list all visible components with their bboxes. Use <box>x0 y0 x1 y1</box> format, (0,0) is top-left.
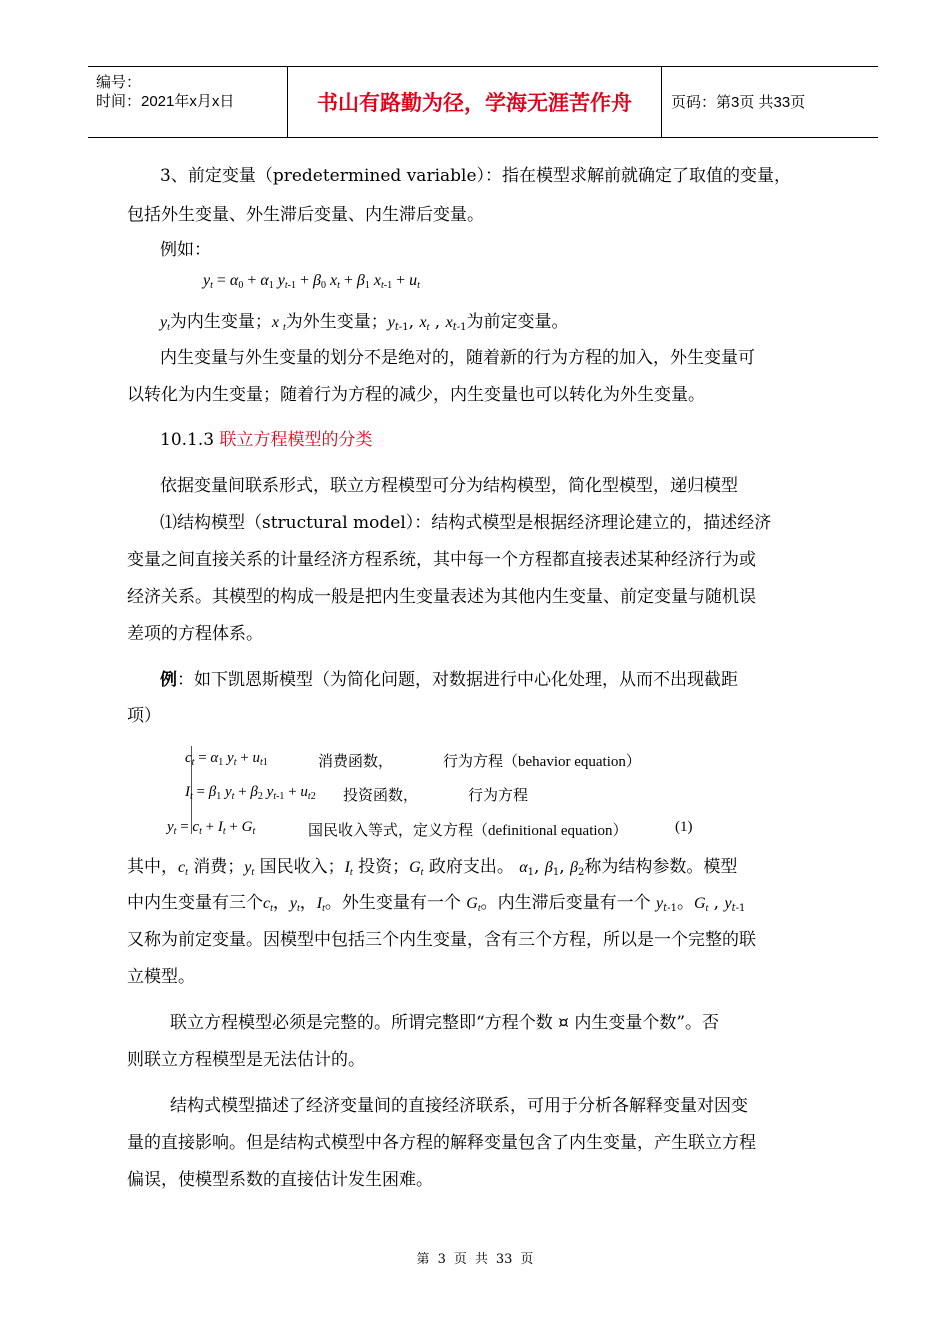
header-meta <box>96 73 234 111</box>
paragraph-line: 联立方程模型必须是完整的。所谓完整即“方程个数 ¤ 内生变量个数”。否 <box>170 1013 720 1033</box>
equation-number: (1) <box>675 819 693 835</box>
paragraph-line: 变量之间直接关系的计量经济方程系统，其中每一个方程都直接表述某种经济行为或 <box>127 550 756 570</box>
equation-investment: $I_t = \beta_1$ $y_t + \beta_2$ $y_{t-1} + u_{t2}$ <box>185 784 316 802</box>
paragraph-line: 又称为前定变量。因模型中包括三个内生变量，含有三个方程，所以是一个完整的联 <box>127 930 756 950</box>
equation-desc: 国民收入等式，定义方程（definitional equation） <box>308 823 628 839</box>
page-footer: 第 3 页 共 33 页 <box>416 1252 534 1267</box>
paragraph-line: 量的直接影响。但是结构式模型中各方程的解释变量包含了内生变量，产生联立方程 <box>127 1133 756 1153</box>
paragraph-line: 结构式模型描述了经济变量间的直接经济联系，可用于分析各解释变量对因变 <box>170 1096 748 1116</box>
equation-desc: 行为方程 <box>468 788 529 804</box>
variables-line: $y_t$为内生变量；x $_t$为外生变量；$y_{t-1}$, $x_t$ , $x_{t-1}$为前定变量。 <box>160 312 569 333</box>
example-bold-label: 例 <box>160 670 177 690</box>
equation-consumption: $c_t = \alpha_1$ $y_t + u_{t1}$ <box>185 750 268 768</box>
section-title: 联立方程模型的分类 <box>219 430 373 450</box>
equation-desc: 投资函数， <box>343 788 419 804</box>
header-divider <box>661 67 662 137</box>
paragraph-line: 内生变量与外生变量的划分不是绝对的，随着新的行为方程的加入，外生变量可 <box>160 348 755 368</box>
paragraph-line: 包括外生变量、外生滞后变量、内生滞后变量。 <box>127 205 484 225</box>
paragraph-line: 其中，$c_t$ 消费；$y_t$ 国民收入；$I_t$ 投资；$G_t$ 政府支出。 $\alpha_1$, $\beta_1$, $\beta_2$称为结构参数。模型 <box>127 857 738 878</box>
paragraph-line: 立模型。 <box>127 967 195 987</box>
equation-desc: 行为方程（behavior equation） <box>443 754 641 770</box>
example-line: 例：如下凯恩斯模型（为简化问题，对数据进行中心化处理，从而不出现截距 <box>160 670 738 690</box>
time-label: 时间：2021年x月x日 <box>96 93 235 110</box>
paragraph-line: 经济关系。其模型的构成一般是把内生变量表述为其他内生变量、前定变量与随机误 <box>127 587 756 607</box>
paragraph-line: ⑴结构模型（structural model）：结构式模型是根据经济理论建立的，描述经济 <box>160 513 772 533</box>
page-header <box>88 66 878 138</box>
equation-predetermined: $y_t = \alpha_0 + \alpha_1$ $y_{t-1} + \beta_0$ $x_t + \beta_1$ $x_{t-1} + u_t$ <box>203 272 420 291</box>
paragraph-line: 以转化为内生变量；随着行为方程的减少，内生变量也可以转化为外生变量。 <box>127 385 705 405</box>
paragraph-line: 依据变量间联系形式，联立方程模型可分为结构模型，简化型模型，递归模型 <box>160 476 738 496</box>
paragraph-line: 中内生变量有三个$c_t$，$y_t$，$I_t$。外生变量有一个 $G_t$。内生滞后变量有一个 $y_{t-1}$。$G_t$ , $y_{t-1}$ <box>127 893 746 914</box>
paragraph-line: 偏误，使模型系数的直接估计发生困难。 <box>127 1170 433 1190</box>
section-heading <box>160 425 372 450</box>
serial-label: 编号： <box>96 74 142 91</box>
paragraph-line: 3、前定变量（predetermined variable）：指在模型求解前就确定了取值的变量， <box>160 166 792 186</box>
paragraph-line: 项） <box>127 706 161 726</box>
example-label: 例如： <box>160 240 211 260</box>
header-motto: 书山有路勤为径，学海无涯苦作舟 <box>317 91 632 115</box>
equation-desc: 消费函数， <box>318 754 394 770</box>
equation-income: $y_t = c_t + I_t + G_t$ <box>167 819 256 837</box>
header-page-info: 页码：第3页 共33页 <box>671 94 806 111</box>
section-number: 10.1.3 <box>160 430 220 450</box>
paragraph-line: 差项的方程体系。 <box>127 624 263 644</box>
paragraph-line: 则联立方程模型是无法估计的。 <box>127 1050 365 1070</box>
